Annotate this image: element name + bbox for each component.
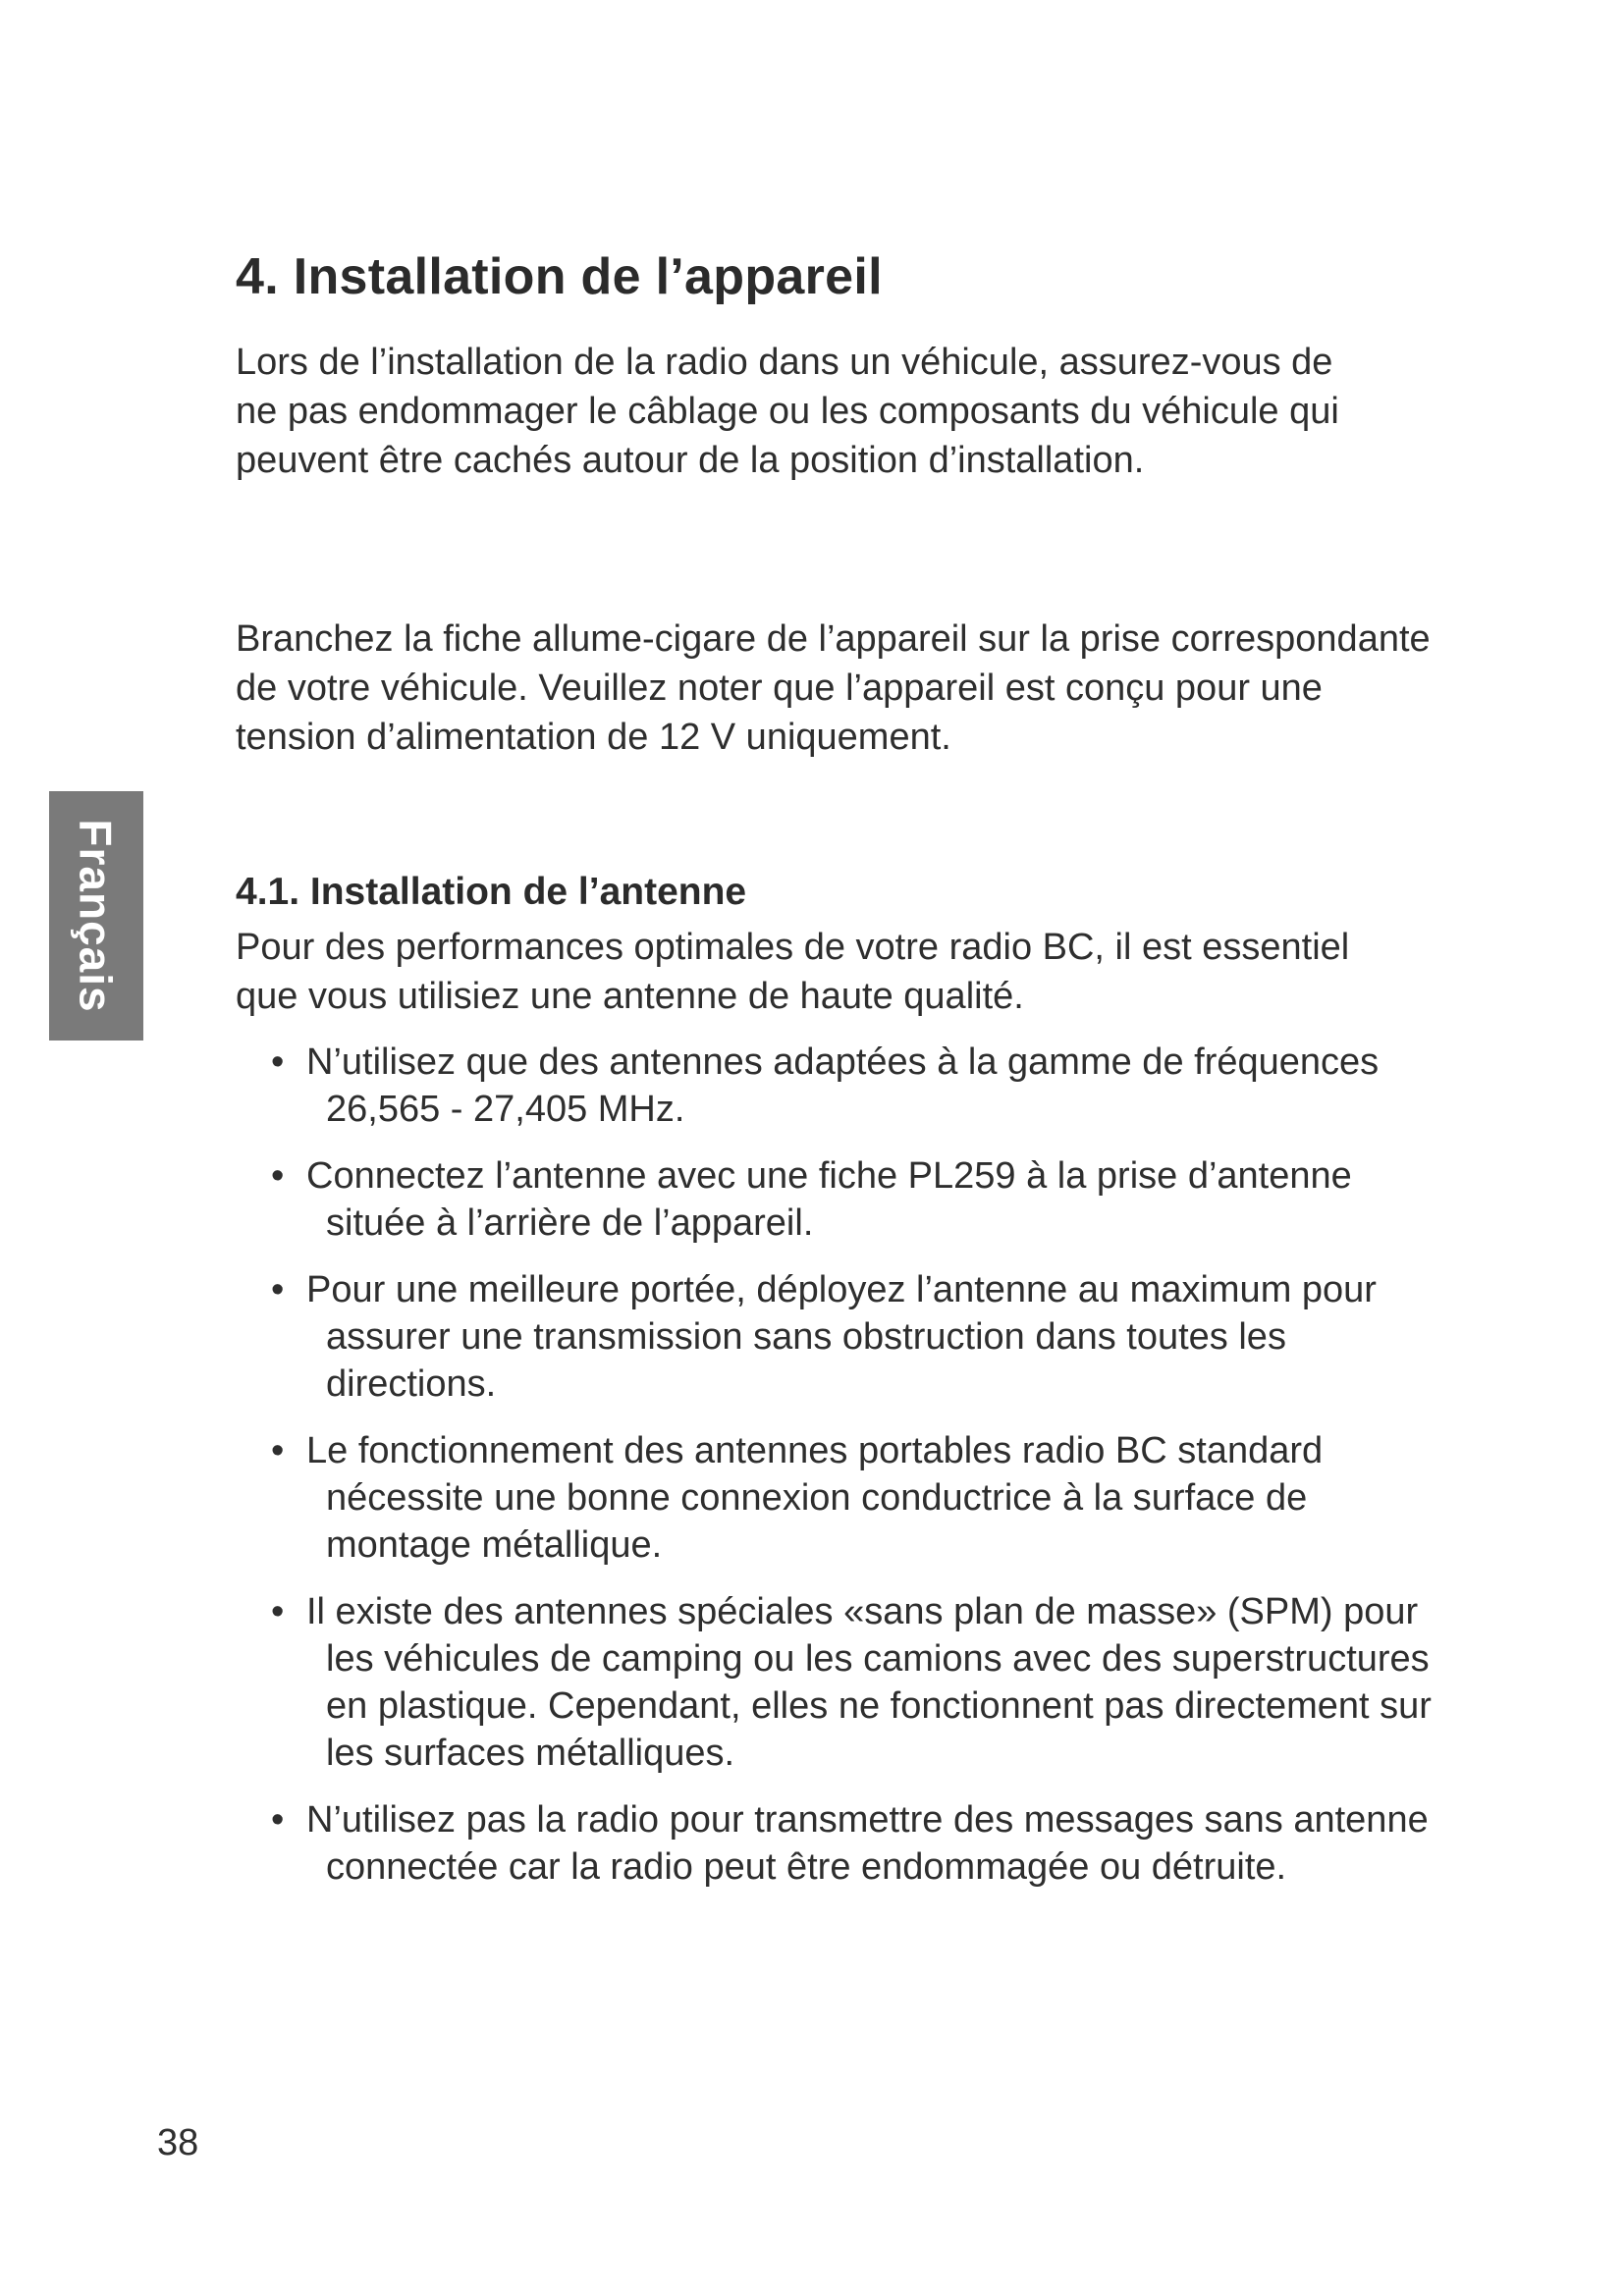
bullet-icon: • bbox=[271, 1591, 285, 1632]
list-item-text: Pour une meilleure portée, déployez l’antenne au maximum pour assurer une transmission sans obstruction dans toutes les directions. bbox=[306, 1269, 1377, 1405]
intro-paragraph-power: Branchez la fiche allume-cigare de l’appareil sur la prise correspondante de votre véhicule. Veuillez noter que l’appareil est conçu pour une tension d’alimentation de 12 V uniquement. bbox=[236, 618, 1431, 758]
bullet-icon: • bbox=[271, 1430, 285, 1471]
subsection-title: 4.1. Installation de l’antenne bbox=[236, 871, 747, 913]
bullet-icon: • bbox=[271, 1269, 285, 1310]
list-item-text: Il existe des antennes spéciales «sans plan de masse» (SPM) pour les véhicules de camping ou les camions avec des superstructures en plastique. Cependant, elles ne fonctionnent pas directement sur les surfaces métalliques. bbox=[306, 1591, 1432, 1774]
bullet-icon: • bbox=[271, 1041, 285, 1083]
page-number: 38 bbox=[157, 2122, 199, 2163]
list-item bbox=[236, 1588, 1443, 1777]
list-item bbox=[236, 1039, 1443, 1133]
list-item-text: Le fonctionnement des antennes portables radio BC standard nécessite une bonne connexion conductrice à la surface de montage métallique. bbox=[306, 1430, 1324, 1566]
subsection-intro: Pour des performances optimales de votre radio BC, il est essentiel que vous utilisiez une antenne de haute qualité. bbox=[236, 927, 1350, 1017]
list-item-text: N’utilisez que des antennes adaptées à la gamme de fréquences 26,565 - 27,405 MHz. bbox=[306, 1041, 1380, 1130]
intro-paragraph-installation: Lors de l’installation de la radio dans un véhicule, assurez-vous de ne pas endommager le câblage ou les composants du véhicule qui peuvent être cachés autour de la position d’installation. bbox=[236, 342, 1339, 481]
list-item-text: N’utilisez pas la radio pour transmettre des messages sans antenne connectée car la radio peut être endommagée ou détruite. bbox=[306, 1799, 1429, 1888]
section-title: 4. Installation de l’appareil bbox=[236, 248, 883, 305]
bullet-icon: • bbox=[271, 1799, 285, 1841]
list-item bbox=[236, 1266, 1443, 1408]
list-item bbox=[236, 1796, 1443, 1891]
language-tab-label: Français bbox=[71, 819, 122, 1013]
language-side-tab bbox=[49, 791, 143, 1041]
list-item bbox=[236, 1152, 1443, 1247]
bullet-icon: • bbox=[271, 1155, 285, 1197]
list-item-text: Connectez l’antenne avec une fiche PL259 à la prise d’antenne située à l’arrière de l’appareil. bbox=[306, 1155, 1352, 1244]
antenna-bullet-list bbox=[236, 1039, 1443, 1910]
list-item bbox=[236, 1427, 1443, 1569]
